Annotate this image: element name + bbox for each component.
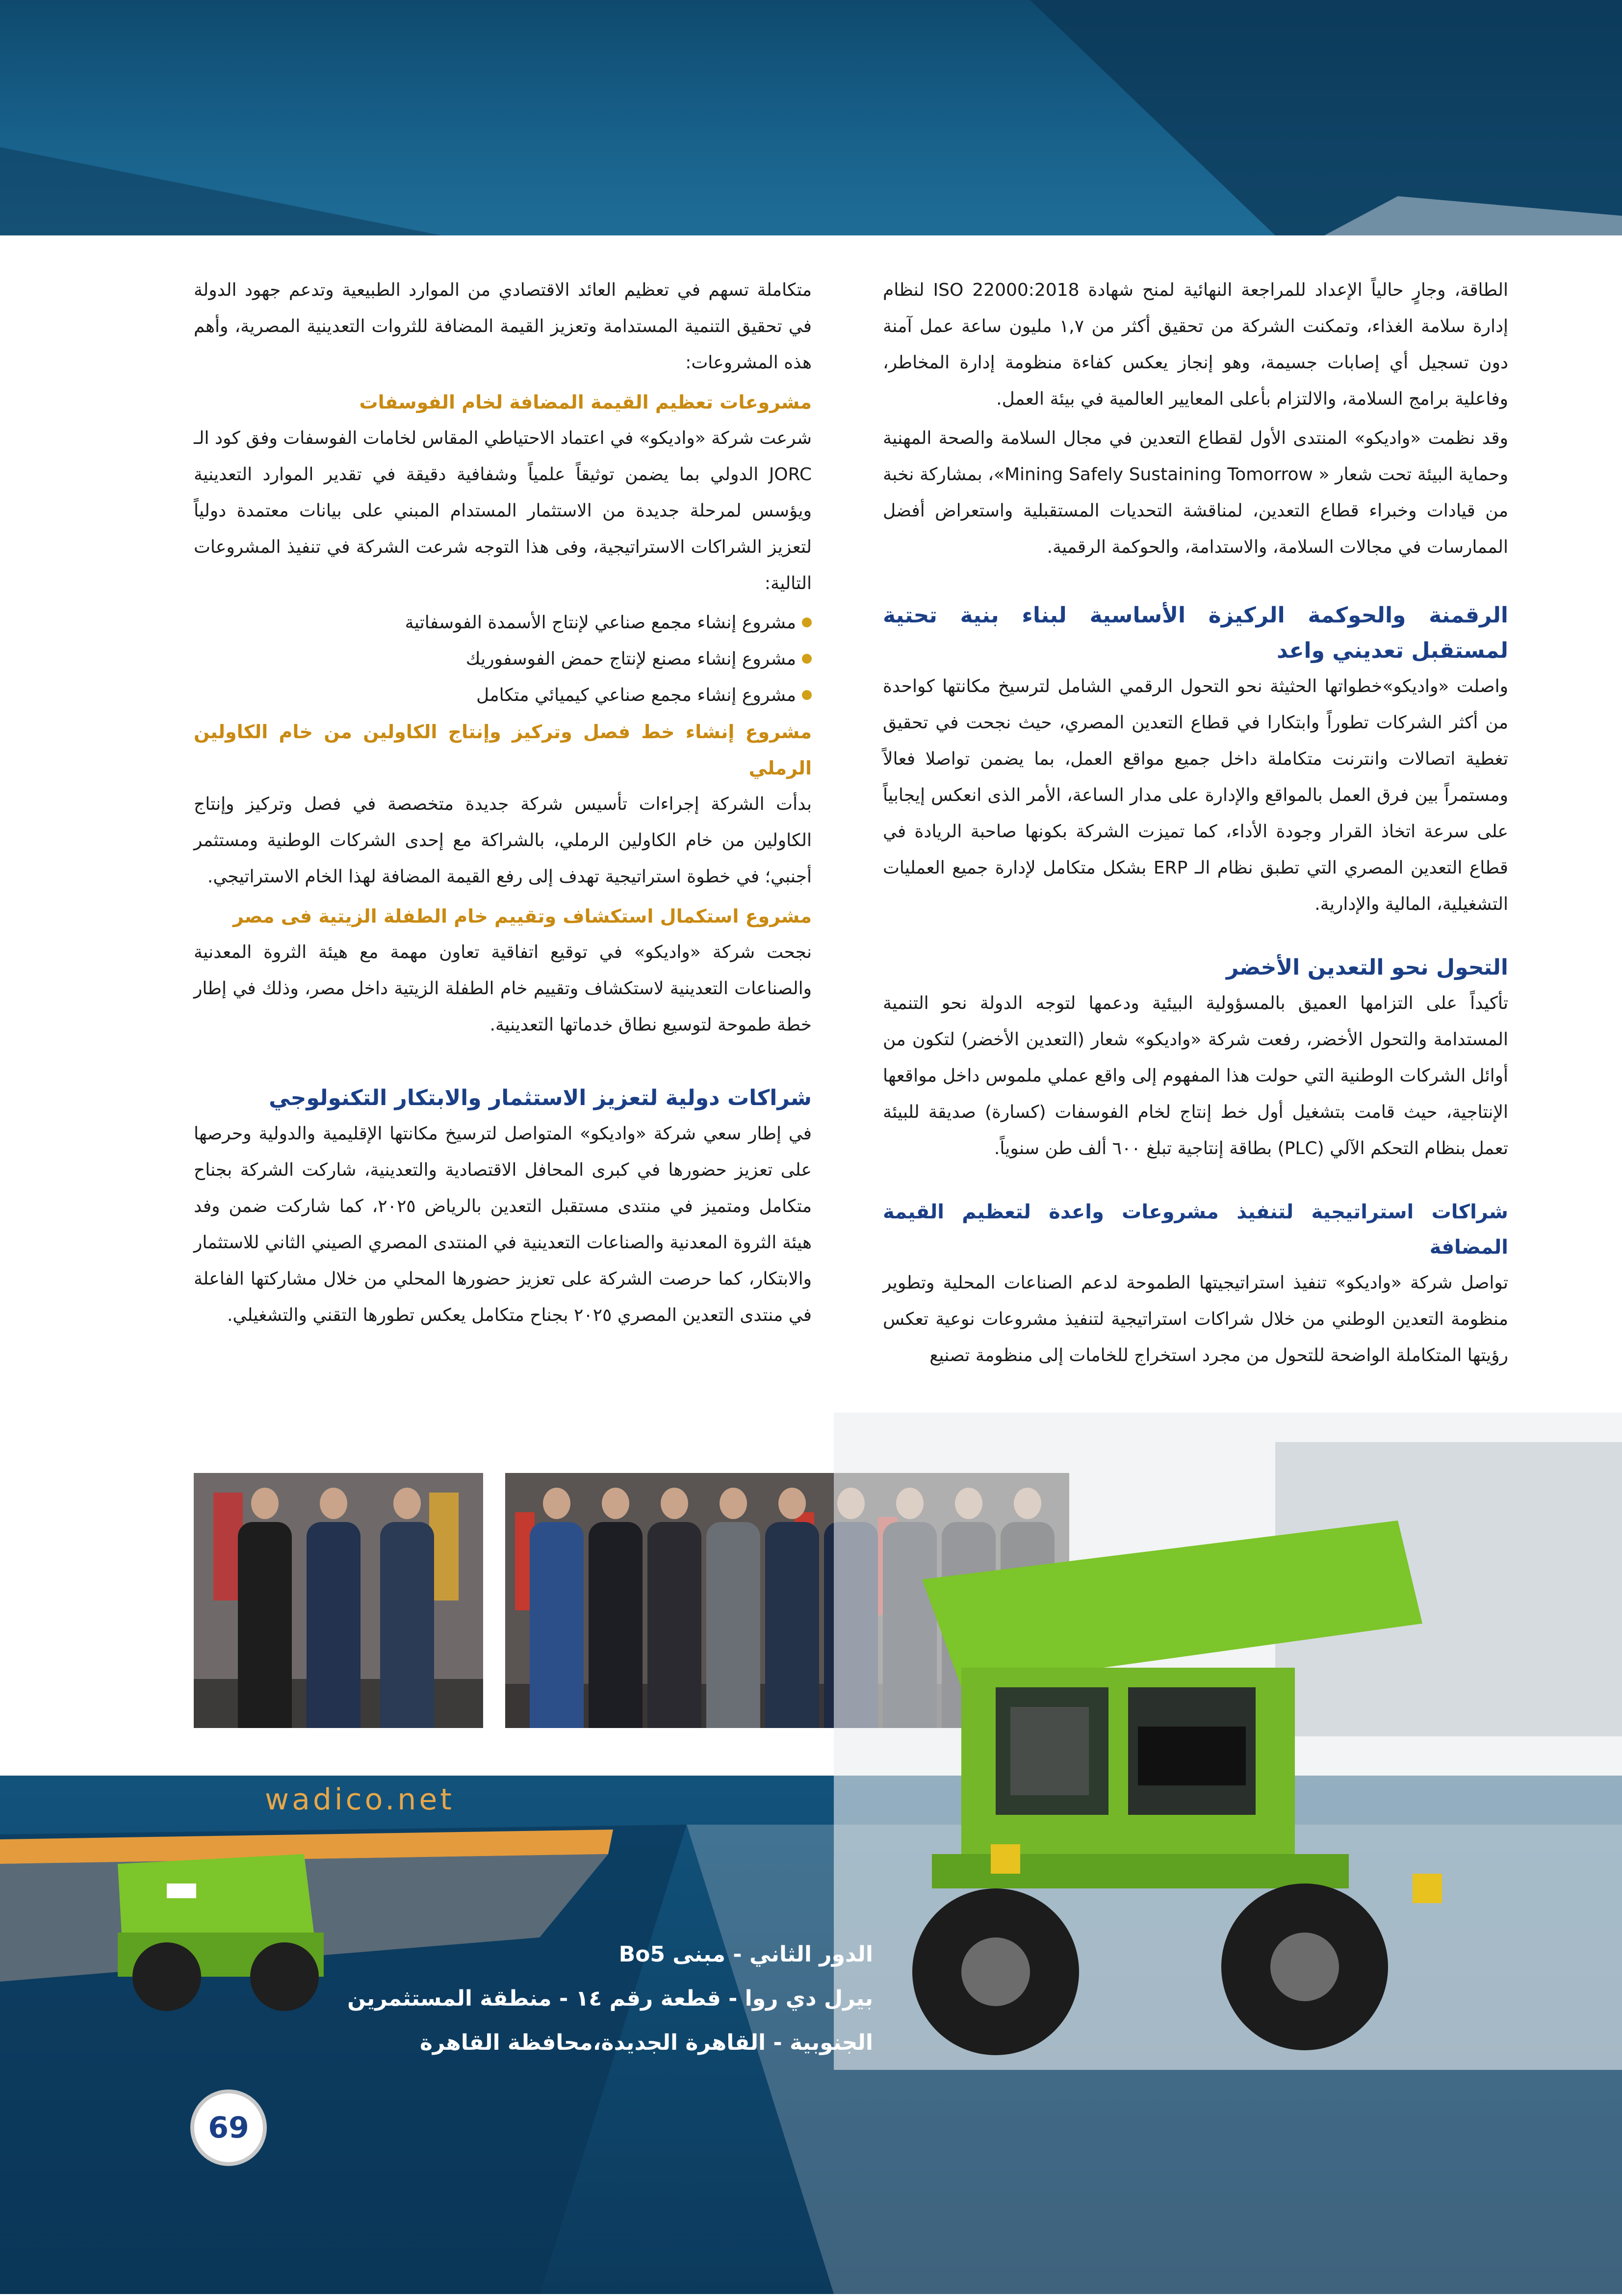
paragraph: شرعت شركة «واديكو» في اعتماد الاحتياطي المقاس لخامات الفوسفات وفق كود الـ JORC الدولي بما يضمن توثيقاً علمياً وشفافية دقيقة في تقدير الموارد التعدينية ويؤسس لمرحلة جديدة من الاستثمار المستدام المبني على بيانات معتمدة دولياً لتعزيز الشراكات الاستراتيجية، وفى هذا التوجه شرعت الشركة في تنفيذ المشروعات التالية: bbox=[194, 428, 812, 593]
bullet-icon bbox=[802, 690, 812, 700]
paragraph: الطاقة، وجارٍ حالياً الإعداد للمراجعة النهائية لمنح شهادة ISO 22000:2018 لنظام إدارة سلامة الغذاء، وتمكنت الشركة من تحقيق أكثر من ١,٧ مليون ساعة عمل آمنة دون تسجيل أي إصابات جسيمة، وهو إنجاز يعكس كفاءة منظومة إدارة المخاطر، وفاعلية برامج السلامة، والالتزام بأعلى المعايير العالمية في بيئة العمل. bbox=[883, 280, 1508, 409]
paragraph: نجحت شركة «واديكو» في توقيع اتفاقية تعاون مهمة مع هيئة الثروة المعدنية والصناعات التعدينية لاستكشاف وتقييم خام الطفلة الزيتية داخل مصر، وذلك في إطار خطة طموحة لتوسيع نطاق خدماتها التعدينية. bbox=[194, 942, 812, 1035]
person bbox=[589, 1488, 643, 1728]
person bbox=[530, 1488, 584, 1728]
paragraph: في إطار سعي شركة «واديكو» المتواصل لترسيخ مكانتها الإقليمية والدولية وحرصها على تعزيز حضورها في كبرى المحافل الاقتصادية والتعدينية، شاركت الشركة بجناح متكامل ومتميز في منتدى مستقبل التعدين بالرياض ٢٠٢٥، كما شاركت ضمن وفد هيئة الثروة المعدنية والصناعات التعدينية في المنتدى المصري الصيني الثاني للاستثمار والابتكار، كما حرصت الشركة على تعزيز حضورها المحلي من خلال مشاركتها الفاعلة في منتدى التعدين المصري ٢٠٢٥ بجناح متكامل يعكس تطورها التقني والتشغيلي. bbox=[194, 1124, 812, 1325]
section-heading: التحول نحو التعدين الأخضر bbox=[1226, 955, 1508, 980]
person bbox=[647, 1488, 701, 1728]
company-address bbox=[334, 1933, 873, 2065]
person bbox=[765, 1488, 819, 1728]
section-heading: الرقمنة والحوكمة الركيزة الأساسية لبناء بنية تحتية لمستقبل تعديني واعد bbox=[883, 603, 1508, 663]
project-list bbox=[194, 605, 812, 714]
paragraph: واصلت «واديكو»خطواتها الحثيثة نحو التحول الرقمي الشامل لترسيخ مكانتها كواحدة من أكثر الشركات تطوراً وابتكارا في قطاع التعدين المصري، حيث نجحت في تحقيق تغطية اتصالات وانترنت متكاملة داخل جميع مواقع العمل، بما يضمن تواصلا فعالاً ومستمراً بين فرق العمل بالمواقع والإدارة على مدار الساعة، الأمر الذى انعكس إيجابياً على سرعة اتخاذ القرار وجودة الأداء، كما تميزت الشركة بكونها صاحبة الريادة في قطاع التعدين المصري التي تطبق نظام الـ ERP بشكل متكامل لإدارة جميع العمليات التشغيلية، المالية والإدارية. bbox=[883, 676, 1508, 914]
paragraph: بدأت الشركة إجراءات تأسيس شركة جديدة متخصصة في فصل وتركيز وإنتاج الكاولين من خام الكاولين الرملي، بالشراكة مع إحدى الشركات الوطنية ومستثمر أجنبي؛ في خطوة استراتيجية تهدف إلى رفع القيمة المضافة لهذا الخام الاستراتيجي. bbox=[194, 794, 812, 887]
list-item: مشروع إنشاء مجمع صناعي لإنتاج الأسمدة الفوسفاتية bbox=[194, 605, 812, 641]
list-item: مشروع إنشاء مصنع لإنتاج حمض الفوسفوريك bbox=[194, 641, 812, 677]
header-band bbox=[0, 0, 1622, 235]
person bbox=[706, 1488, 760, 1728]
paragraph: تواصل شركة «واديكو» تنفيذ استراتيجيتها الطموحة لدعم الصناعات المحلية وتطوير منظومة التعدين الوطني من خلال شراكات استراتيجية لتنفيذ مشروعات نوعية تعكس رؤيتها المتكاملة الواضحة للتحول من مجرد استخراج للخامات إلى منظومة تصنيع bbox=[883, 1273, 1508, 1366]
section-heading: شراكات استراتيجية لتنفيذ مشروعات واعدة لتعظيم القيمة المضافة bbox=[883, 1201, 1508, 1259]
paragraph: متكاملة تسهم في تعظيم العائد الاقتصادي من الموارد الطبيعية وتدعم جهود الدولة في تحقيق التنمية المستدامة وتعزيز القيمة المضافة للثروات التعدينية المصرية، وأهم هذه المشروعات: bbox=[194, 280, 812, 373]
bullet-icon bbox=[802, 654, 812, 664]
list-item: مشروع إنشاء مجمع صناعي كيميائي متكامل bbox=[194, 677, 812, 714]
page-number: 69 bbox=[208, 2111, 249, 2145]
person bbox=[380, 1488, 434, 1728]
paragraph: تأكيداً على التزامها العميق بالمسؤولية البيئية ودعمها لتوجه الدولة نحو التنمية المستدامة والتحول الأخضر، رفعت شركة «واديكو» شعار (التعدين الأخضر) لتكون من أوائل الشركات الوطنية التي حولت هذا المفهوم إلى واقع عملي ملموس داخل مواقعها الإنتاجية، حيث قامت بتشغيل أول خط إنتاج لخام الفوسفات (كسارة) صديقة للبيئة تعمل بنظام التحكم الآلي (PLC) بطاقة إنتاجية تبلغ ٦٠٠ ألف طن سنوياً. bbox=[883, 993, 1508, 1159]
address-line: بيرل دي روا - قطعة رقم ١٤ - منطقة المستثمرين bbox=[347, 1986, 873, 2011]
right-column bbox=[883, 272, 1508, 1377]
mining-truck-image bbox=[834, 1413, 1622, 2070]
mining-truck-illustration bbox=[834, 1413, 1622, 2070]
bullet-icon bbox=[802, 618, 812, 627]
website-link[interactable]: wadico.net bbox=[265, 1782, 455, 1817]
section-heading: شراكات دولية لتعزيز الاستثمار والابتكار التكنولوجي bbox=[269, 1085, 812, 1110]
left-column bbox=[194, 272, 812, 1337]
address-line: الجنوبية - القاهرة الجديدة،محافظة القاهرة bbox=[419, 2030, 873, 2055]
paragraph: وقد نظمت «واديكو» المنتدى الأول لقطاع التعدين في مجال السلامة والصحة المهنية وحماية البيئة تحت شعار « Mining Safely Sustaining Tomorrow»، بمشاركة نخبة من قيادات وخبراء قطاع التعدين، لمناقشة التحديات المستقبلية واستعراض أفضل الممارسات في مجالات السلامة، والاستدامة، والحوكمة الرقمية. bbox=[883, 428, 1508, 557]
person bbox=[238, 1488, 292, 1728]
person bbox=[307, 1488, 360, 1728]
sub-heading: مشروع استكمال استكشاف وتقييم خام الطفلة الزيتية فى مصر bbox=[232, 905, 812, 927]
sub-heading: مشروعات تعظيم القيمة المضافة لخام الفوسفات bbox=[359, 391, 812, 413]
sub-heading: مشروع إنشاء خط فصل وتركيز وإنتاج الكاولين من خام الكاولين الرملي bbox=[194, 721, 812, 779]
address-line: الدور الثاني - مبنى Bo5 bbox=[618, 1942, 873, 1967]
header-decoration bbox=[0, 0, 1622, 235]
delegation-photo-small bbox=[194, 1473, 483, 1728]
